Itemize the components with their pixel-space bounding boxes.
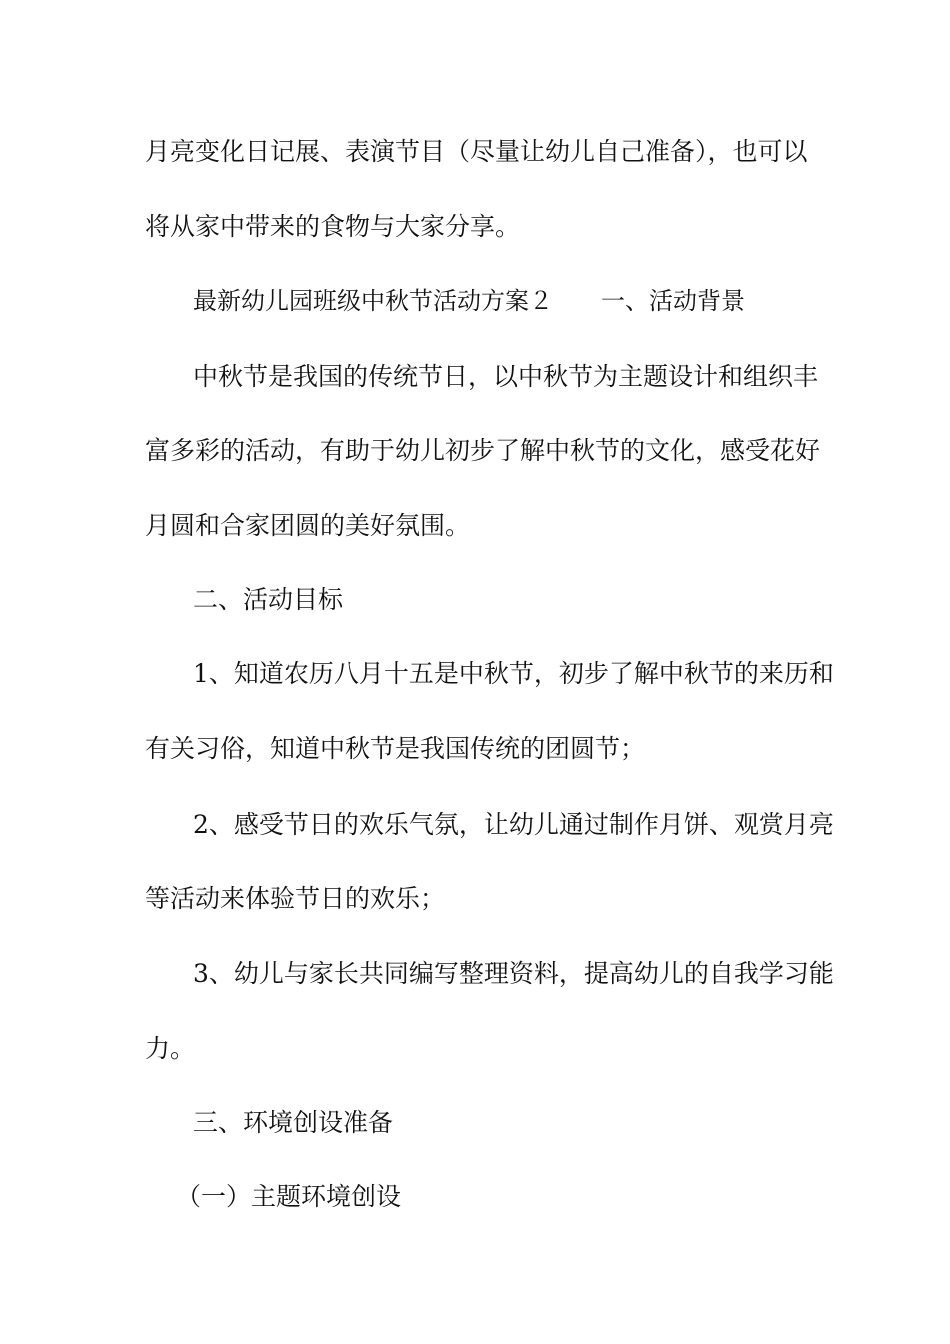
subsection-heading: （一）主题环境创设 (176, 1182, 402, 1211)
paragraph-line: 月圆和合家团圆的美好氛围。 (145, 511, 471, 540)
list-item: 3、幼儿与家长共同编写整理资料，提高幼儿的自我学习能 (193, 959, 834, 988)
paragraph-line: 月亮变化日记展、表演节目（尽量让幼儿自己准备），也可以 (145, 137, 808, 166)
section-heading: 一、活动背景 (601, 287, 745, 315)
list-item-continued: 有关习俗，知道中秋节是我国传统的团圆节； (145, 734, 646, 763)
paragraph-line: 中秋节是我国的传统节日，以中秋节为主题设计和组织丰 (193, 362, 819, 391)
list-item-continued: 等活动来体验节日的欢乐； (145, 884, 446, 913)
list-item: 2、感受节日的欢乐气氛，让幼儿通过制作月饼、观赏月亮 (193, 810, 834, 839)
section-heading: 三、环境创设准备 (193, 1108, 394, 1137)
list-item: 1、知道农历八月十五是中秋节，初步了解中秋节的来历和 (193, 659, 834, 688)
document-title: 最新幼儿园班级中秋节活动方案２ (193, 287, 553, 315)
paragraph-line: 将从家中带来的食物与大家分享。 (145, 212, 521, 241)
section-heading: 二、活动目标 (193, 585, 344, 614)
paragraph-line: 富多彩的活动，有助于幼儿初步了解中秋节的文化，感受花好 (145, 436, 821, 465)
section-title-line (193, 286, 745, 316)
list-item-continued: 力。 (145, 1034, 196, 1063)
